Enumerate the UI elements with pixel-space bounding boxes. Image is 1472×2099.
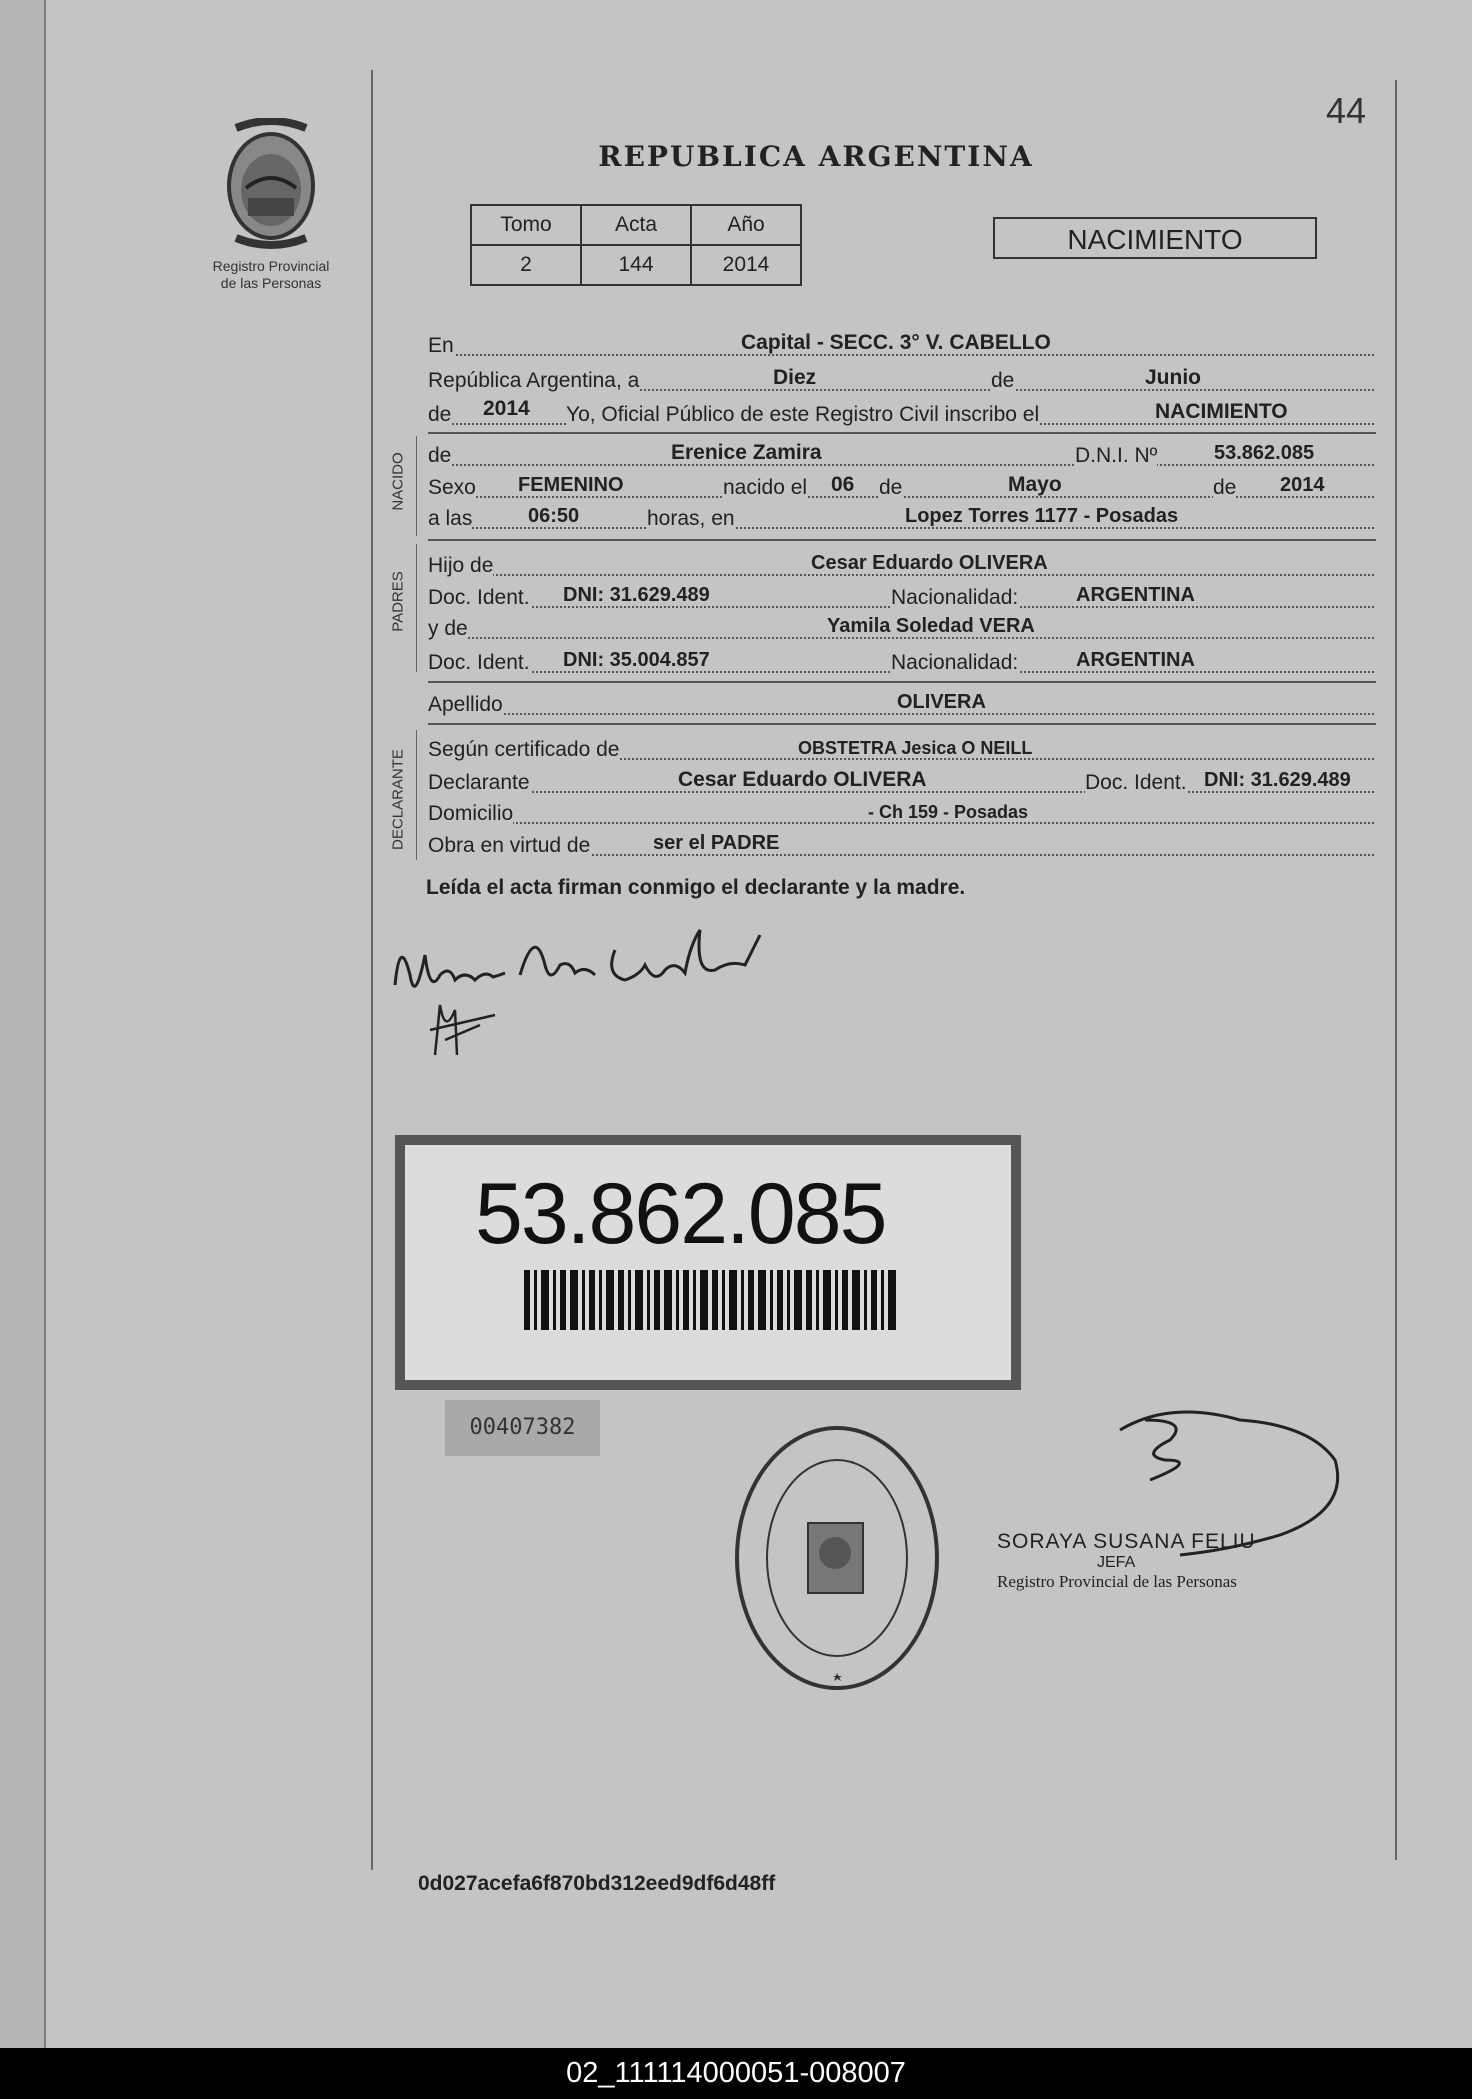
label-de-year: de: [428, 403, 452, 426]
label-en: En: [428, 334, 454, 357]
section-rule: [416, 544, 417, 672]
official-name: SORAYA SUSANA FELIU: [997, 1530, 1256, 1553]
separator: [428, 723, 1376, 725]
value-mother-nat: ARGENTINA: [1076, 649, 1195, 671]
record-type-box: NACIMIENTO: [993, 217, 1317, 259]
institution-line2: de las Personas: [220, 275, 322, 291]
official-institution: Registro Provincial de las Personas: [997, 1572, 1237, 1591]
label-horas-en: horas, en: [647, 507, 735, 530]
value-capacity: ser el PADRE: [653, 832, 780, 854]
right-rule: [1395, 80, 1397, 1860]
value-birth-year: 2014: [1280, 474, 1325, 496]
label-doc-ident2: Doc. Ident.: [428, 651, 530, 674]
value-place: Capital - SECC. 3° V. CABELLO: [741, 331, 1051, 354]
section-rule: [416, 436, 417, 536]
value-time: 06:50: [528, 505, 580, 527]
label-dni: D.N.I. Nº: [1075, 444, 1158, 467]
header-ano: Año: [691, 205, 801, 245]
value-birth-month: Mayo: [1008, 473, 1062, 496]
value-month: Junio: [1145, 366, 1201, 389]
value-sex: FEMENINO: [518, 474, 624, 496]
row-time: [428, 503, 1374, 533]
label-doc-ident3: Doc. Ident.: [1085, 771, 1187, 794]
scan-id-bar: 02_111114000051-008007: [0, 2048, 1472, 2099]
label-de-yr2: de: [1213, 476, 1237, 499]
official-block: [997, 1530, 1256, 1592]
label-nacionalidad: Nacionalidad:: [891, 586, 1019, 609]
side-label-nacido: NACIDO: [389, 452, 407, 511]
row-year: [428, 399, 1374, 429]
value-father-nat: ARGENTINA: [1076, 584, 1195, 606]
row-place: [428, 330, 1374, 360]
value-act-type: NACIMIENTO: [1155, 400, 1288, 423]
separator: [428, 681, 1376, 683]
crest-emblem: [216, 118, 326, 253]
value-father-doc: DNI: 31.629.489: [563, 584, 710, 606]
value-name: Erenice Zamira: [671, 441, 822, 464]
value-acta: 144: [581, 245, 691, 285]
official-role: JEFA: [1097, 1554, 1136, 1571]
value-dni: 53.862.085: [1214, 442, 1315, 464]
label-a-las: a las: [428, 507, 473, 530]
separator: [428, 432, 1376, 434]
separator: [428, 539, 1376, 541]
value-father: Cesar Eduardo OLIVERA: [811, 552, 1048, 574]
value-mother-doc: DNI: 35.004.857: [563, 649, 710, 671]
value-declarant-doc: DNI: 31.629.489: [1204, 769, 1351, 791]
left-rule: [371, 70, 373, 1870]
side-label-padres: PADRES: [389, 571, 407, 632]
section-rule: [416, 730, 417, 860]
value-certificate: OBSTETRA Jesica O NEILL: [798, 738, 1033, 758]
row-sex: [428, 472, 1374, 502]
label-y-de: y de: [428, 617, 468, 640]
label-apellido: Apellido: [428, 693, 503, 716]
label-doc-ident: Doc. Ident.: [428, 586, 530, 609]
value-surname: OLIVERA: [897, 691, 986, 713]
label-hijo-de: Hijo de: [428, 554, 494, 577]
value-birth-place: Lopez Torres 1177 - Posadas: [905, 505, 1179, 527]
official-stamp: [730, 1418, 945, 1698]
label-de: de: [991, 369, 1015, 392]
label-nacido-el: nacido el: [723, 476, 808, 499]
dni-label-number: 53.862.085: [475, 1166, 886, 1262]
label-yo-oficial: Yo, Oficial Público de este Registro Civil inscribo el: [566, 403, 1040, 426]
row-date: [428, 365, 1374, 395]
row-mother: [428, 613, 1374, 643]
serial-number: 00407382: [445, 1400, 600, 1456]
document-hash: 0d027acefa6f870bd312eed9df6d48ff: [418, 1872, 776, 1895]
label-nacionalidad2: Nacionalidad:: [891, 651, 1019, 674]
record-table: [470, 204, 802, 286]
label-declarante: Declarante: [428, 771, 530, 794]
row-name: [428, 440, 1374, 470]
row-certificate: [428, 734, 1374, 764]
value-mother: Yamila Soledad VERA: [827, 615, 1035, 637]
label-domicilio: Domicilio: [428, 802, 514, 825]
value-declarant: Cesar Eduardo OLIVERA: [678, 768, 927, 791]
institution-line1: Registro Provincial: [212, 258, 330, 274]
label-sexo: Sexo: [428, 476, 476, 499]
row-father-doc: [428, 582, 1374, 612]
header-tomo: Tomo: [471, 205, 581, 245]
label-republica: República Argentina, a: [428, 369, 640, 392]
label-segun: Según certificado de: [428, 738, 620, 761]
value-tomo: 2: [471, 245, 581, 285]
value-day: Diez: [773, 366, 817, 389]
row-declarant: [428, 767, 1374, 797]
closing-statement: Leída el acta firman conmigo el declarante y la madre.: [426, 876, 966, 899]
barcode: [524, 1270, 902, 1330]
declarant-signature: [385, 915, 785, 1065]
value-birth-day: 06: [831, 473, 855, 496]
document-title: REPUBLICA ARGENTINA: [598, 140, 1034, 173]
row-mother-doc: [428, 647, 1374, 677]
row-father: [428, 550, 1374, 580]
row-address: [428, 798, 1374, 828]
label-de-name: de: [428, 444, 452, 467]
label-de-month: de: [879, 476, 903, 499]
row-surname: [428, 689, 1374, 719]
header-acta: Acta: [581, 205, 691, 245]
side-label-declarante: DECLARANTE: [389, 749, 407, 850]
left-margin-strip: [0, 0, 46, 2048]
value-year: 2014: [483, 397, 530, 420]
page-number: 44: [1326, 90, 1367, 131]
value-ano: 2014: [691, 245, 801, 285]
value-address: - Ch 159 - Posadas: [868, 802, 1029, 822]
label-obra: Obra en virtud de: [428, 834, 591, 857]
row-capacity: [428, 830, 1374, 860]
